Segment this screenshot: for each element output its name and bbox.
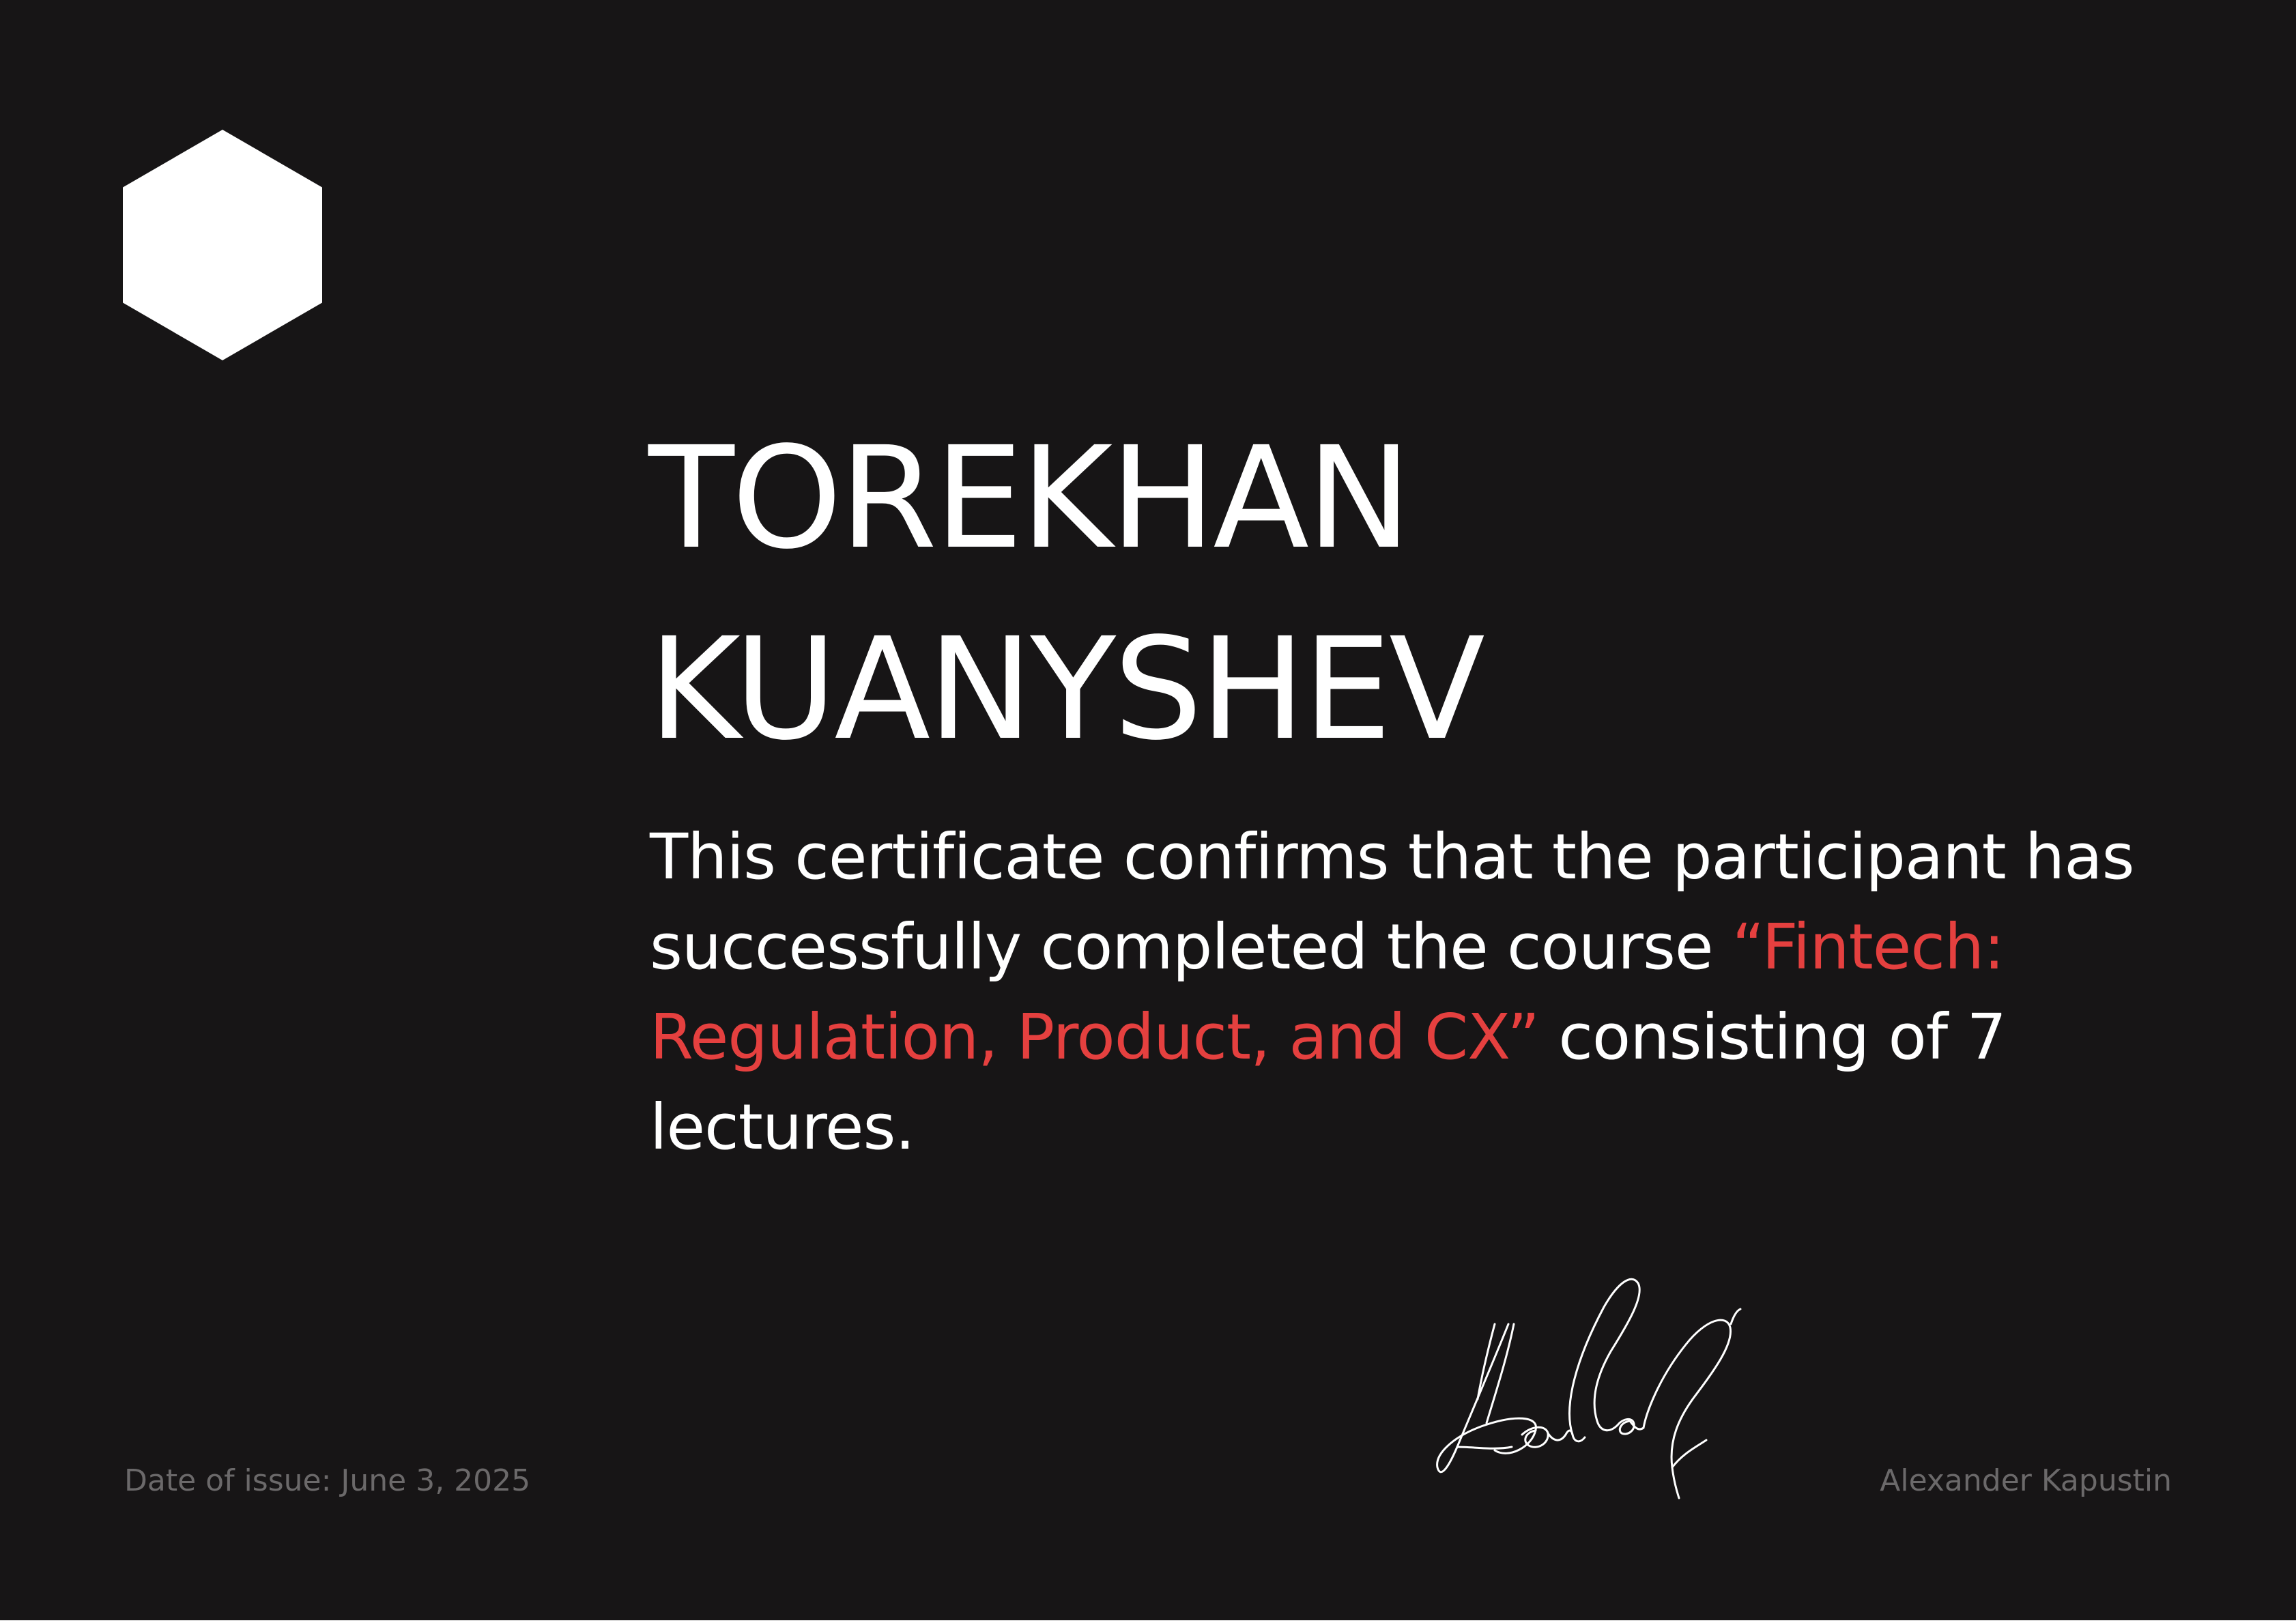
handwritten-signature-icon: [1392, 1242, 1802, 1515]
recipient-last-name: KUANYSHEV: [648, 607, 1482, 771]
signer-name: Alexander Kapustin: [1880, 1463, 2172, 1498]
hexagon-icon: [123, 130, 322, 360]
date-of-issue: Date of issue: June 3, 2025: [124, 1463, 531, 1498]
certificate-statement: [650, 812, 2192, 1173]
statement-suffix: consisting of 7 lectures.: [650, 1001, 2006, 1164]
recipient-first-name: TOREKHAN: [648, 416, 1409, 580]
statement-prefix: This certificate confirms that the participant has successfully completed the course: [650, 820, 2134, 983]
course-title: “Fintech: Regulation, Product, and CX”: [650, 910, 2005, 1074]
recipient-name: [648, 403, 1809, 785]
